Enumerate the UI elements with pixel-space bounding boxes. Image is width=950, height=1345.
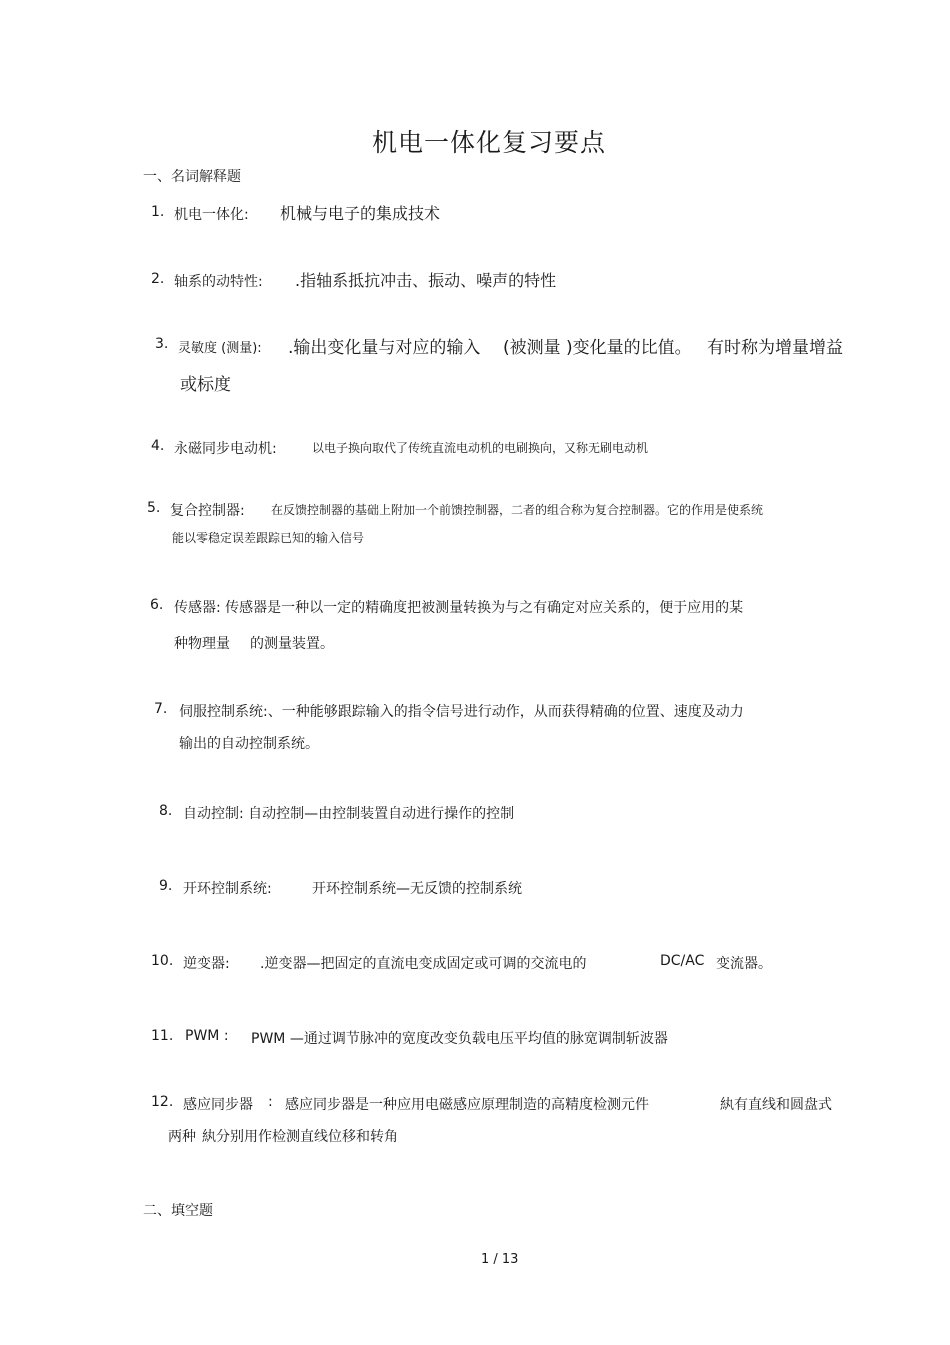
item-term: 复合控制器: xyxy=(170,503,245,519)
item-term: 轴系的动特性: xyxy=(174,274,263,290)
item-term: 机电一体化: xyxy=(174,207,249,223)
item-term: 逆变器: xyxy=(183,956,230,972)
item-number: 6. xyxy=(150,597,164,613)
item-definition: PWM —通过调节脉冲的宽度改变负载电压平均值的脉宽调制斩波器 xyxy=(251,1031,668,1047)
item-term: PWM : xyxy=(185,1028,229,1044)
item-number: 2. xyxy=(151,271,165,287)
item-definition: (被测量 )变化量的比值。 xyxy=(503,338,692,358)
item-number: 12. xyxy=(151,1094,174,1110)
item-definition: 输出的自动控制系统。 xyxy=(179,736,319,752)
page-number: 1 / 13 xyxy=(481,1252,519,1267)
item-definition: 能以零稳定误差跟踪已知的输入信号 xyxy=(172,531,365,545)
item-term: 开环控制系统: xyxy=(183,881,272,897)
item-definition: .指轴系抵抗冲击、振动、噪声的特性 xyxy=(295,271,557,290)
item-definition: 开环控制系统—无反馈的控制系统 xyxy=(312,881,522,897)
item-definition: 的测量装置。 xyxy=(250,636,334,652)
item-definition: : xyxy=(268,1094,273,1110)
item-term: 伺服控制系统:、一种能够跟踪输入的指令信号进行动作，从而获得精确的位置、速度及动力 xyxy=(179,704,744,720)
item-number: 9. xyxy=(159,878,173,894)
item-number: 8. xyxy=(159,803,173,819)
item-number: 1. xyxy=(151,204,165,220)
item-number: 4. xyxy=(151,438,165,454)
item-term: 自动控制: 自动控制—由控制装置自动进行操作的控制 xyxy=(183,806,515,822)
item-definition: 紈分别用作检测直线位移和转角 xyxy=(202,1129,398,1145)
item-definition: 感应同步器是一种应用电磁感应原理制造的高精度检测元件 xyxy=(285,1097,649,1113)
item-number: 11. xyxy=(151,1028,174,1044)
item-definition: 种物理量 xyxy=(174,636,230,652)
item-number: 5. xyxy=(147,500,161,516)
item-definition: DC/AC xyxy=(660,953,705,969)
page-title: 机电一体化复习要点 xyxy=(372,128,607,157)
section-heading-1: 一、名词解释题 xyxy=(143,169,241,185)
item-term: 传感器: 传感器是一种以一定的精确度把被测量转换为与之有确定对应关系的，便于应用的某 xyxy=(174,600,744,616)
item-term: 感应同步器 xyxy=(183,1097,253,1113)
item-definition: 在反馈控制器的基础上附加一个前馈控制器，二者的组合称为复合控制器。它的作用是使系统 xyxy=(271,503,764,517)
section-heading-2: 二、填空题 xyxy=(143,1203,213,1219)
item-number: 10. xyxy=(151,953,174,969)
item-definition: 两种 xyxy=(168,1129,196,1145)
item-number: 7. xyxy=(154,701,168,717)
item-definition: 有时称为增量增益 xyxy=(707,338,843,358)
item-definition: 或标度 xyxy=(180,375,231,395)
item-definition: 紈有直线和圆盘式 xyxy=(720,1097,832,1113)
item-definition: 以电子换向取代了传统直流电动机的电刷换向，又称无刷电动机 xyxy=(312,441,649,455)
item-definition: 机械与电子的集成技术 xyxy=(280,204,441,223)
item-definition: 变流器。 xyxy=(716,956,772,972)
item-definition: .逆变器—把固定的直流电变成固定或可调的交流电的 xyxy=(260,956,587,972)
item-term: 灵敏度 (测量): xyxy=(178,341,262,356)
item-definition: .输出变化量与对应的输入 xyxy=(288,338,481,358)
item-term: 永磁同步电动机: xyxy=(174,441,277,457)
item-number: 3. xyxy=(155,336,169,352)
